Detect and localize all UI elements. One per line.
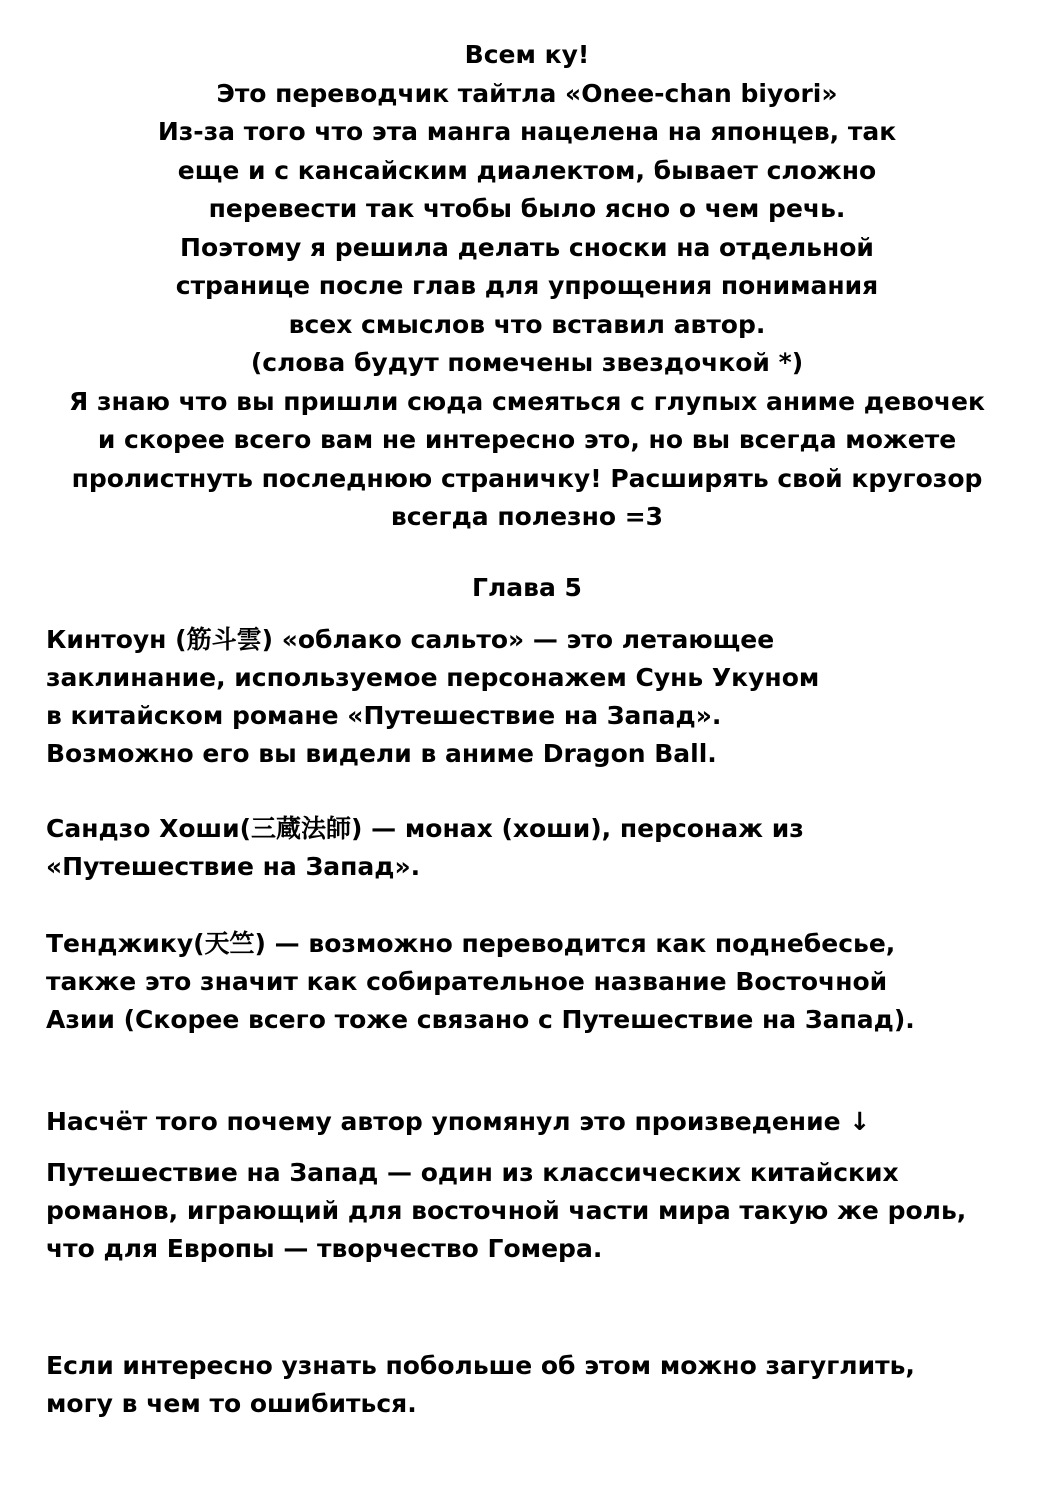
- intro-line: Я знаю что вы пришли сюда смеяться с глупых аниме девочек: [69, 386, 985, 416]
- note-line: что для Европы — творчество Гомера.: [46, 1234, 603, 1263]
- chapter-title: Глава 5: [472, 573, 582, 602]
- note-line: романов, играющий для восточной части мира такую же роль,: [46, 1196, 967, 1225]
- note-line: Сандзо Хоши(三蔵法師) — монах (хоши), персонаж из: [46, 814, 804, 843]
- intro-line: всех смыслов что вставил автор.: [288, 309, 766, 339]
- intro-line: всегда полезно =3: [390, 502, 664, 531]
- intro-line: и скорее всего вам не интересно это, но вы всегда можете: [97, 425, 957, 454]
- note-line: также это значит как собирательное название Восточной: [46, 967, 888, 996]
- intro-line: перевести так чтобы было ясно о чем речь.: [208, 194, 846, 223]
- intro-line: странице после глав для упрощения понимания: [175, 271, 879, 300]
- intro-line: пролистнуть последнюю страничку! Расширять свой кругозор: [71, 463, 983, 493]
- note-line: Азии (Скорее всего тоже связано с Путешествие на Запад).: [46, 1005, 915, 1034]
- note-kintoun: [46, 621, 1036, 773]
- note-tenjiku: [46, 925, 1036, 1039]
- note-line: в китайском романе «Путешествие на Запад».: [46, 701, 722, 730]
- intro-line: Из-за того что эта манга нацелена на японцев, так: [157, 117, 897, 146]
- note-line: Путешествие на Запад — один из классических китайских: [46, 1158, 899, 1187]
- intro-line: Это переводчик тайтла «Onee-chan biyori»: [216, 78, 838, 108]
- note-line: «Путешествие на Запад».: [46, 852, 421, 881]
- intro-block: [0, 36, 1054, 537]
- note-line: Кинтоун (筋斗雲) «облако сальто» — это летающее: [46, 625, 775, 654]
- note-journey-west: [46, 1154, 1036, 1268]
- note-closing: [46, 1347, 1036, 1423]
- note-line: Если интересно узнать побольше об этом можно загуглить,: [46, 1351, 915, 1380]
- intro-line: Всем ку!: [464, 40, 590, 69]
- note-line: Насчёт того почему автор упомянул это произведение ↓: [46, 1107, 871, 1136]
- note-line: могу в чем то ошибиться.: [46, 1389, 417, 1418]
- note-line: заклинание, используемое персонажем Сунь Укуном: [46, 663, 820, 692]
- note-line: Возможно его вы видели в аниме Dragon Ball.: [46, 739, 717, 768]
- note-sanzo-hoshi: [46, 810, 1036, 886]
- note-line: Тенджику(天竺) — возможно переводится как поднебесье,: [46, 929, 896, 958]
- intro-line: (слова будут помечены звездочкой *): [250, 348, 804, 377]
- intro-line: Поэтому я решила делать сноски на отдельной: [180, 232, 874, 262]
- intro-line: еще и с кансайским диалектом, бывает сложно: [177, 155, 877, 185]
- note-why-mentioned: [46, 1103, 1036, 1141]
